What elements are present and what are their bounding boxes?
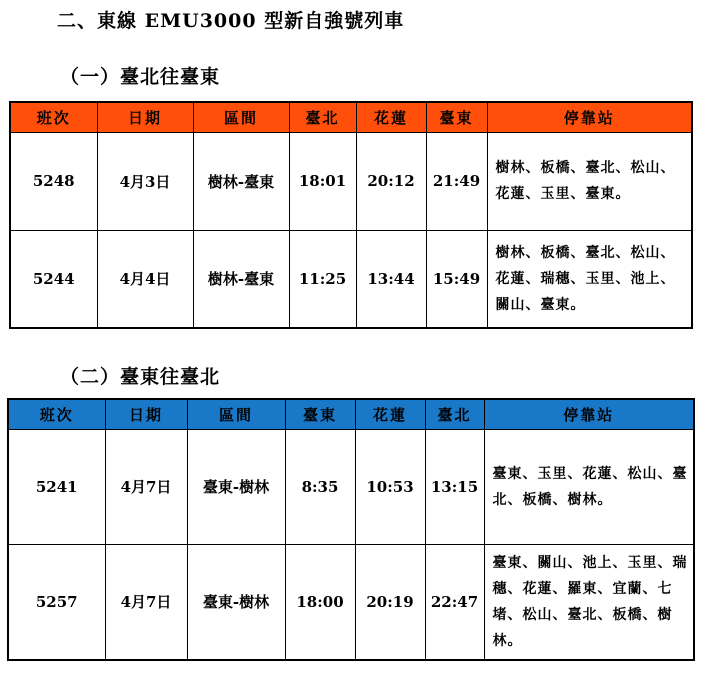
col-header-taipei: 臺北 bbox=[289, 102, 356, 132]
date-cell: 4月7日 bbox=[105, 429, 187, 544]
table-row bbox=[10, 230, 692, 328]
train-number: 5257 bbox=[8, 544, 105, 660]
time-hualien: 10:53 bbox=[355, 429, 425, 544]
schedule-table-taitung-to-taipei bbox=[7, 398, 695, 661]
time-taitung: 18:00 bbox=[285, 544, 355, 660]
time-taipei: 13:15 bbox=[425, 429, 484, 544]
table-row bbox=[8, 544, 694, 660]
time-taipei: 18:01 bbox=[289, 132, 356, 230]
time-taitung: 8:35 bbox=[285, 429, 355, 544]
table-header-row bbox=[8, 399, 694, 429]
table-row bbox=[8, 429, 694, 544]
col-header-date: 日期 bbox=[105, 399, 187, 429]
train-number: 5241 bbox=[8, 429, 105, 544]
col-header-route: 區間 bbox=[193, 102, 289, 132]
stops-cell: 臺東、玉里、花蓮、松山、臺北、板橋、樹林。 bbox=[484, 429, 694, 544]
time-hualien: 20:19 bbox=[355, 544, 425, 660]
col-header-train-no: 班次 bbox=[8, 399, 105, 429]
route-cell: 樹林-臺東 bbox=[193, 132, 289, 230]
date-cell: 4月4日 bbox=[97, 230, 193, 328]
section-title-taipei-to-taitung: （一）臺北往臺東 bbox=[60, 66, 221, 88]
time-taitung: 21:49 bbox=[426, 132, 487, 230]
col-header-stops: 停靠站 bbox=[484, 399, 694, 429]
col-header-hualien: 花蓮 bbox=[356, 102, 426, 132]
route-cell: 樹林-臺東 bbox=[193, 230, 289, 328]
stops-cell: 樹林、板橋、臺北、松山、花蓮、瑞穗、玉里、池上、關山、臺東。 bbox=[487, 230, 692, 328]
route-cell: 臺東-樹林 bbox=[187, 544, 285, 660]
section-title-taitung-to-taipei: （二）臺東往臺北 bbox=[60, 366, 221, 388]
col-header-route: 區間 bbox=[187, 399, 285, 429]
col-header-taitung: 臺東 bbox=[426, 102, 487, 132]
col-header-date: 日期 bbox=[97, 102, 193, 132]
train-number: 5244 bbox=[10, 230, 97, 328]
stops-cell: 臺東、關山、池上、玉里、瑞穗、花蓮、羅東、宜蘭、七堵、松山、臺北、板橋、樹林。 bbox=[484, 544, 694, 660]
stops-cell: 樹林、板橋、臺北、松山、花蓮、玉里、臺東。 bbox=[487, 132, 692, 230]
date-cell: 4月3日 bbox=[97, 132, 193, 230]
schedule-table-taipei-to-taitung bbox=[9, 101, 693, 329]
col-header-hualien: 花蓮 bbox=[355, 399, 425, 429]
train-number: 5248 bbox=[10, 132, 97, 230]
time-taipei: 22:47 bbox=[425, 544, 484, 660]
time-taipei: 11:25 bbox=[289, 230, 356, 328]
time-hualien: 20:12 bbox=[356, 132, 426, 230]
time-hualien: 13:44 bbox=[356, 230, 426, 328]
col-header-train-no: 班次 bbox=[10, 102, 97, 132]
table-header-row bbox=[10, 102, 692, 132]
document-title: 二、東線 EMU3000 型新自強號列車 bbox=[57, 10, 405, 32]
route-cell: 臺東-樹林 bbox=[187, 429, 285, 544]
date-cell: 4月7日 bbox=[105, 544, 187, 660]
table-row bbox=[10, 132, 692, 230]
time-taitung: 15:49 bbox=[426, 230, 487, 328]
col-header-taitung: 臺東 bbox=[285, 399, 355, 429]
col-header-stops: 停靠站 bbox=[487, 102, 692, 132]
col-header-taipei: 臺北 bbox=[425, 399, 484, 429]
